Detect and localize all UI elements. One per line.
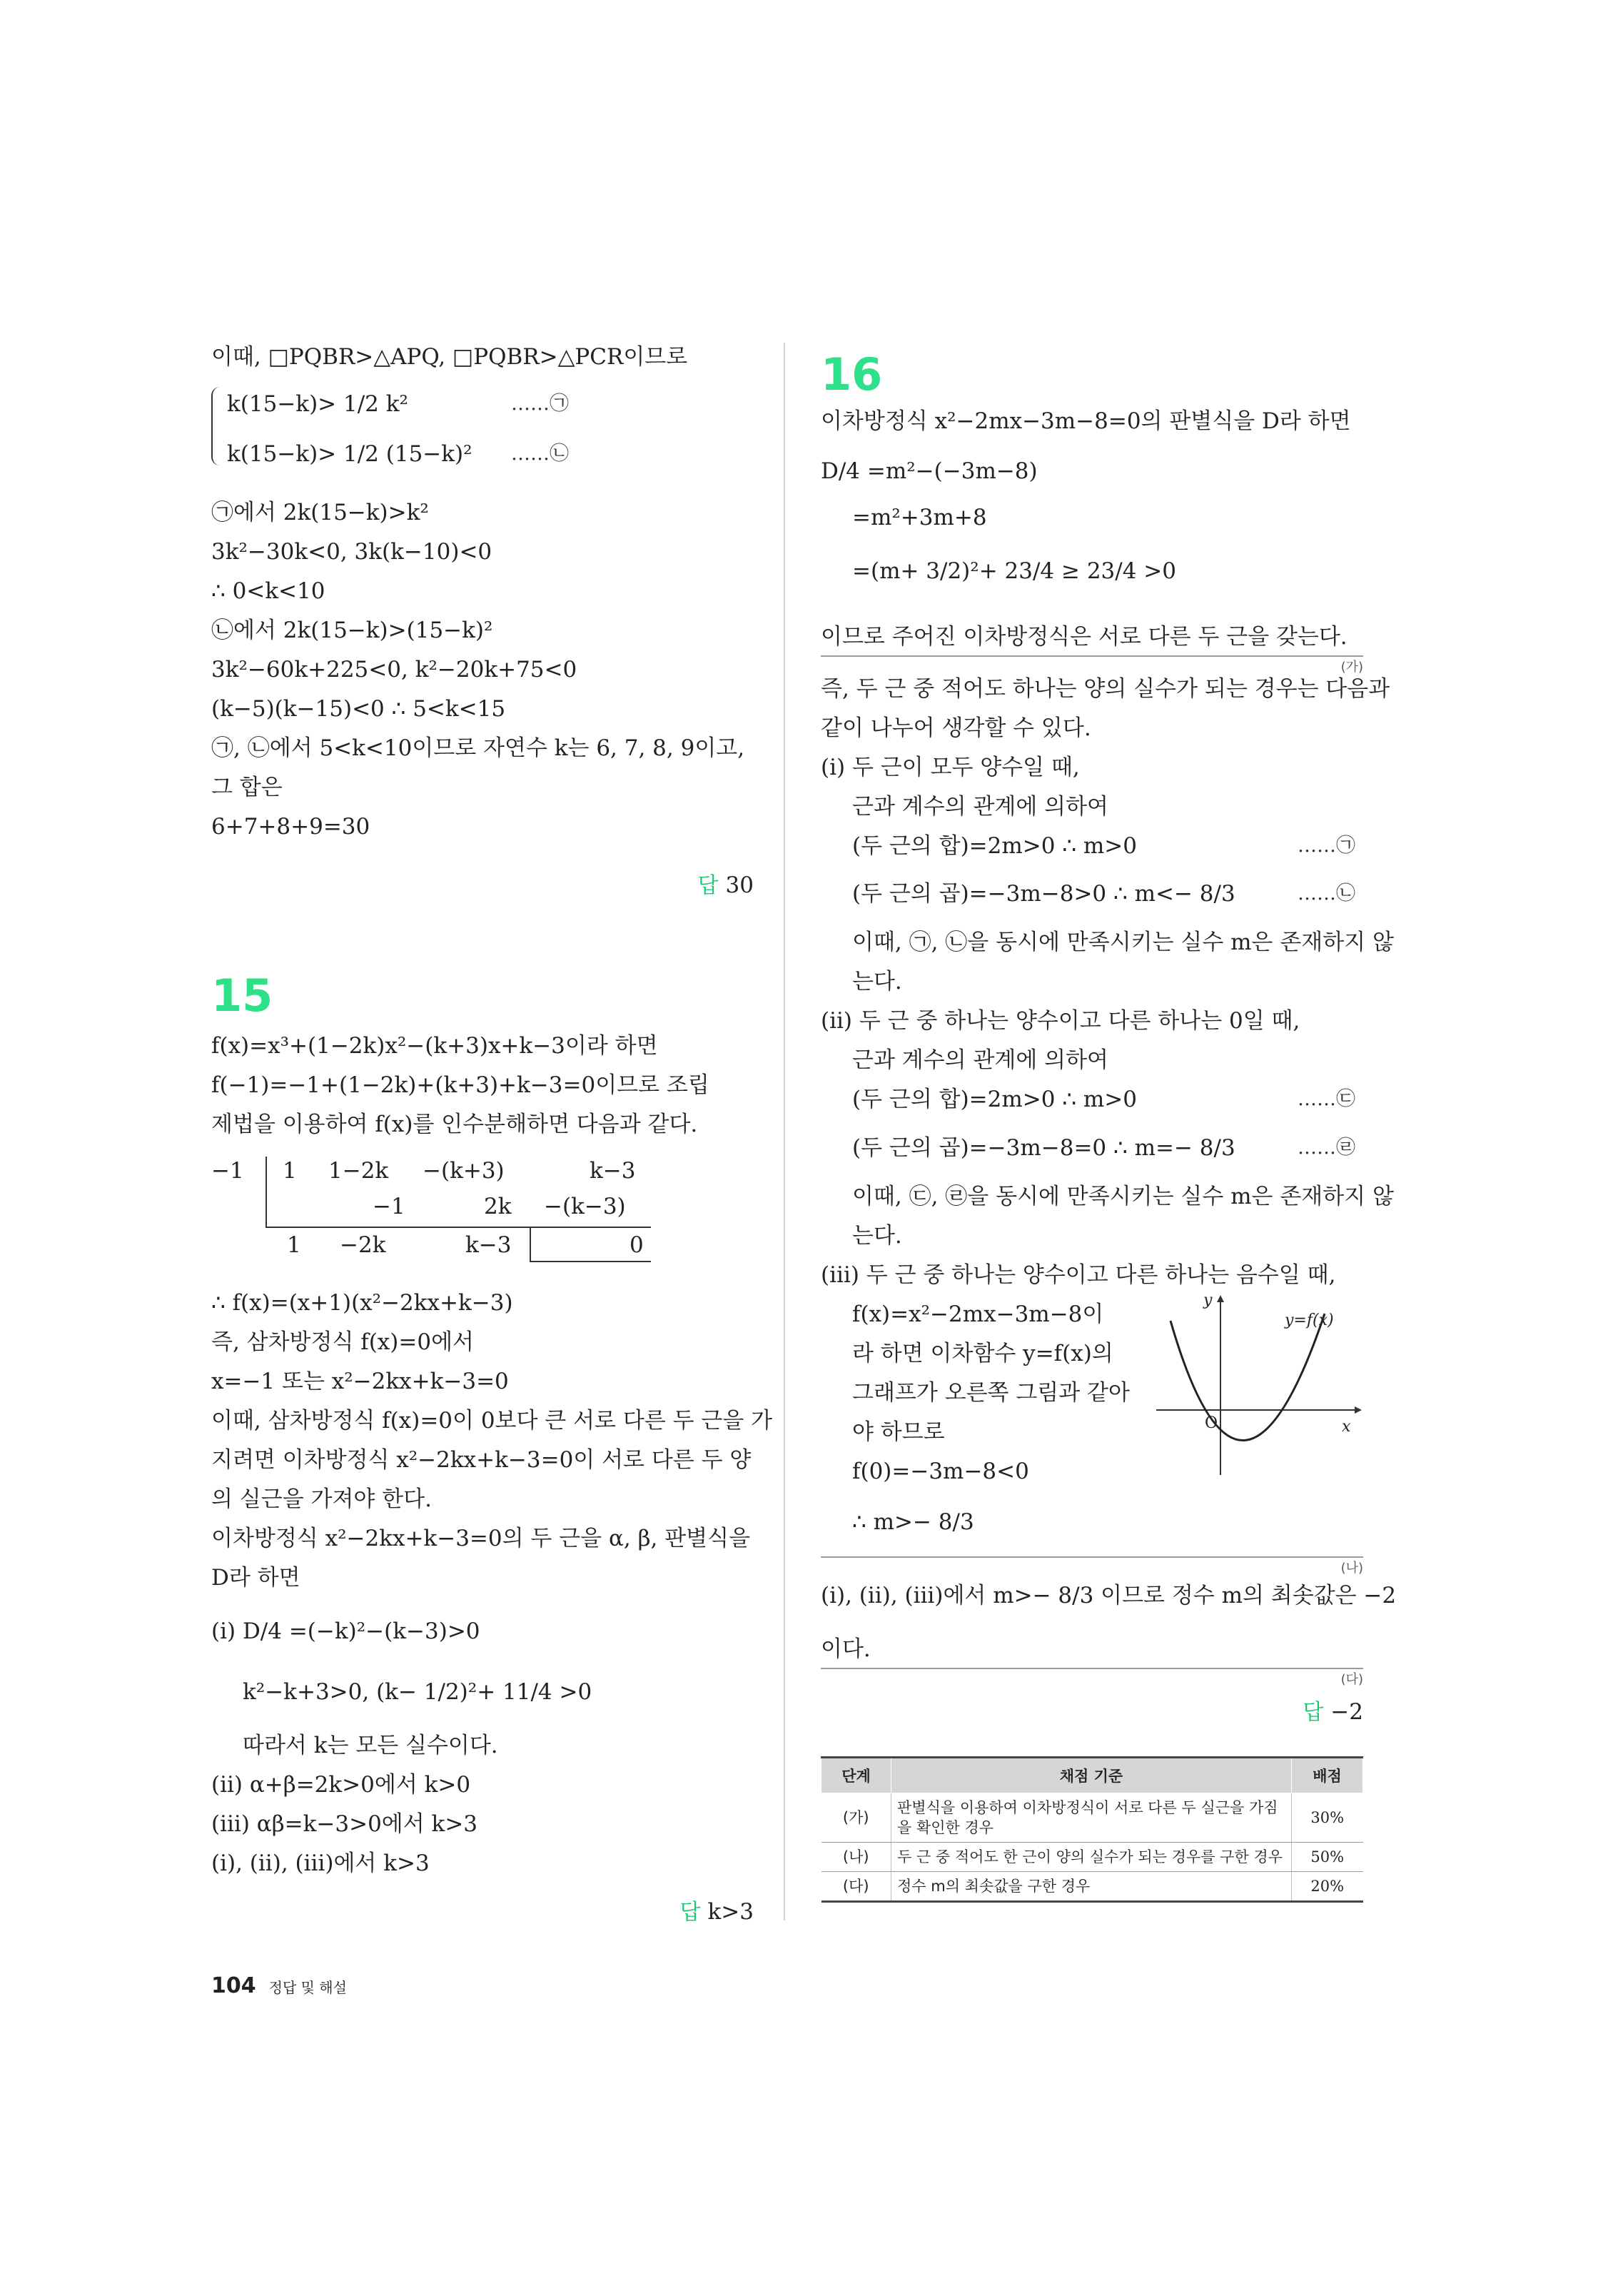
case-iii-line: f(x)=x²−2mx−3m−8이: [852, 1301, 1104, 1327]
table-header: 채점 기준: [891, 1758, 1292, 1793]
case-ii: (ⅱ) 두 근 중 하나는 양수이고 다른 하나는 0일 때,: [821, 1008, 1300, 1034]
case-ii-line: 는다.: [852, 1223, 902, 1249]
table-cell-points: 50%: [1292, 1843, 1363, 1872]
case-ii-line: (두 근의 합)=2m>0 ∴ m>0: [852, 1087, 1137, 1112]
p16-line: 이차방정식 x²−2mx−3m−8=0의 판별식을 D라 하면: [821, 408, 1351, 434]
table-header: 단계: [821, 1758, 891, 1793]
system-line-2: k(15−k)> 1/2 (15−k)²: [227, 441, 472, 467]
solution-line: (k−5)(k−15)<0 ∴ 5<k<15: [211, 696, 506, 722]
step-separator: [821, 1556, 1363, 1558]
p15-line: 즉, 삼차방정식 f(x)=0에서: [211, 1329, 474, 1355]
answer-label: 답: [1303, 1700, 1324, 1725]
synth-cell: −(k−3): [544, 1194, 626, 1219]
synth-cell: k−3: [590, 1158, 636, 1184]
table-row: [821, 1872, 1363, 1902]
table-cell-points: 20%: [1292, 1872, 1363, 1902]
table-cell-points: 30%: [1292, 1793, 1363, 1843]
p15-line: 제법을 이용하여 f(x)를 인수분해하면 다음과 같다.: [211, 1112, 698, 1137]
p16-line: 같이 나누어 생각할 수 있다.: [821, 715, 1091, 741]
problem-number-16: 16: [821, 348, 883, 401]
synth-cell: −(k+3): [423, 1158, 505, 1184]
system-brace: [211, 387, 220, 465]
system-line-1: k(15−k)> 1/2 k²: [227, 391, 408, 417]
synth-cell: −2k: [340, 1232, 386, 1258]
synth-remainder-box: [530, 1227, 531, 1262]
p15-line: 의 실근을 가져야 한다.: [211, 1486, 432, 1512]
p15-line: 이때, 삼차방정식 f(x)=0이 0보다 큰 서로 다른 두 근을 가: [211, 1408, 773, 1434]
case-i-line: 근과 계수의 관계에 의하여: [852, 794, 1108, 820]
page-number: 104: [211, 1973, 256, 1998]
table-cell-criteria: 두 근 중 적어도 한 근이 양의 실수가 되는 경우를 구한 경우: [891, 1843, 1292, 1872]
table-header: 배점: [1292, 1758, 1363, 1793]
footer-title: 정답 및 해설: [268, 1979, 347, 1996]
case-iii: (ⅲ) 두 근 중 하나는 양수이고 다른 하나는 음수일 때,: [821, 1262, 1336, 1288]
step-separator: [821, 1668, 1363, 1669]
problem-number-15: 15: [211, 970, 273, 1022]
condition-i-3: 따라서 k는 모든 실수이다.: [243, 1733, 498, 1758]
p16-line: D/4 =m²−(−3m−8): [821, 458, 1038, 484]
p15-line: f(−1)=−1+(1−2k)+(k+3)+k−3=0이므로 조립: [211, 1072, 709, 1098]
column-divider: [784, 343, 785, 1920]
synth-cell: k−3: [465, 1232, 512, 1258]
table-cell-step: (다): [821, 1872, 891, 1902]
answer-label: 답: [679, 1900, 701, 1925]
page-footer: [211, 1973, 347, 1998]
answer-value: −2: [1330, 1699, 1363, 1725]
condition-i-2: k²−k+3>0, (k− 1/2)²+ 11/4 >0: [243, 1679, 592, 1705]
grading-table: [821, 1756, 1363, 1903]
table-cell-step: (나): [821, 1843, 891, 1872]
case-iii-line: 그래프가 오른쪽 그림과 같아: [852, 1380, 1130, 1406]
mark-1: ……㉠: [511, 393, 569, 415]
answer-value: k>3: [707, 1899, 754, 1925]
mark-3: ……㉢: [1298, 1088, 1355, 1110]
p16-line: 즉, 두 근 중 적어도 하나는 양의 실수가 되는 경우는 다음과: [821, 676, 1390, 702]
synth-cell: 2k: [484, 1194, 512, 1219]
solution-line: 3k²−60k+225<0, k²−20k+75<0: [211, 657, 577, 683]
mark-2: ……㉡: [511, 443, 569, 465]
p15-line: f(x)=x³+(1−2k)x²−(k+3)x+k−3이라 하면: [211, 1033, 658, 1059]
case-iii-line: f(0)=−3m−8<0: [852, 1459, 1029, 1484]
answer-16: [1303, 1698, 1363, 1727]
p16-line: =m²+3m+8: [852, 505, 987, 530]
y-label: y: [1203, 1292, 1213, 1309]
step-separator: [821, 655, 1363, 657]
condition-i: (ⅰ) D/4 =(−k)²−(k−3)>0: [211, 1618, 480, 1644]
synth-vline: [266, 1157, 267, 1228]
synth-remainder-line: [530, 1261, 651, 1262]
condition-all: (ⅰ), (ⅱ), (ⅲ)에서 k>3: [211, 1851, 430, 1876]
solution-line: 3k²−30k<0, 3k(k−10)<0: [211, 539, 492, 565]
case-i-line: (두 근의 곱)=−3m−8>0 ∴ m<− 8/3: [852, 881, 1235, 907]
table-header-row: [821, 1758, 1363, 1793]
answer-15: [680, 1898, 754, 1927]
solution-line: 그 합은: [211, 775, 283, 800]
parabola-graph: [1156, 1292, 1363, 1478]
intro-line: 이때, □PQBR>△APQ, □PQBR>△PCR이므로: [211, 344, 688, 370]
solution-line: ㉠, ㉡에서 5<k<10이므로 자연수 k는 6, 7, 8, 9이고,: [211, 735, 745, 761]
synth-cell: 1−2k: [328, 1158, 389, 1184]
case-i-line: 이때, ㉠, ㉡을 동시에 만족시키는 실수 m은 존재하지 않: [852, 930, 1394, 955]
step-tag-da: (다): [1340, 1672, 1363, 1687]
p16-line: 이므로 주어진 이차방정식은 서로 다른 두 근을 갖는다.: [821, 624, 1348, 650]
case-ii-line: (두 근의 곱)=−3m−8=0 ∴ m=− 8/3: [852, 1135, 1235, 1161]
case-ii-line: 근과 계수의 관계에 의하여: [852, 1047, 1108, 1073]
x-label: x: [1342, 1418, 1351, 1436]
x-axis-arrow-icon: [1355, 1406, 1362, 1414]
mark-1: ……㉠: [1298, 835, 1355, 857]
synth-cell: 1: [283, 1158, 297, 1184]
table-cell-step: (가): [821, 1793, 891, 1843]
p15-line: D라 하면: [211, 1565, 300, 1591]
step-tag-na: (나): [1340, 1561, 1363, 1576]
solution-line: ㉠에서 2k(15−k)>k²: [211, 500, 429, 525]
case-i-line: 는다.: [852, 969, 902, 995]
answer-value: 30: [725, 872, 754, 898]
p15-line: 이차방정식 x²−2kx+k−3=0의 두 근을 α, β, 판별식을: [211, 1526, 751, 1551]
case-iii-line: 야 하므로: [852, 1419, 945, 1445]
case-iii-line: 라 하면 이차함수 y=f(x)의: [852, 1341, 1113, 1366]
p15-line: ∴ f(x)=(x+1)(x²−2kx+k−3): [211, 1290, 513, 1316]
answer-label: 답: [697, 873, 719, 898]
synth-cell: −1: [373, 1194, 405, 1219]
parabola-curve: [1171, 1314, 1325, 1441]
mark-4: ……㉣: [1298, 1137, 1355, 1159]
synth-cell: 0: [630, 1232, 644, 1258]
table-row: [821, 1843, 1363, 1872]
synthetic-division: [211, 1157, 654, 1264]
case-iii-line: ∴ m>− 8/3: [852, 1509, 974, 1535]
p15-line: 지려면 이차방정식 x²−2kx+k−3=0이 서로 다른 두 양: [211, 1447, 752, 1473]
solution-line: ㉡에서 2k(15−k)>(15−k)²: [211, 618, 493, 643]
synth-hline: [266, 1227, 651, 1228]
synth-cell: 1: [287, 1232, 301, 1258]
answer-14: [698, 871, 754, 900]
case-i-line: (두 근의 합)=2m>0 ∴ m>0: [852, 833, 1137, 859]
case-i: (ⅰ) 두 근이 모두 양수일 때,: [821, 755, 1080, 780]
conclusion-line: (ⅰ), (ⅱ), (ⅲ)에서 m>− 8/3 이므로 정수 m의 최솟값은 −2: [821, 1583, 1397, 1608]
table-cell-criteria: 판별식을 이용하여 이차방정식이 서로 다른 두 실근을 가짐을 확인한 경우: [891, 1793, 1292, 1843]
origin-label: O: [1205, 1414, 1218, 1432]
curve-label: y=f(x): [1285, 1311, 1334, 1329]
synth-root: −1: [211, 1158, 244, 1184]
condition-iii: (ⅲ) αβ=k−3>0에서 k>3: [211, 1811, 478, 1837]
p16-line: =(m+ 3/2)²+ 23/4 ≥ 23/4 >0: [852, 558, 1176, 584]
table-cell-criteria: 정수 m의 최솟값을 구한 경우: [891, 1872, 1292, 1902]
p15-line: x=−1 또는 x²−2kx+k−3=0: [211, 1369, 509, 1394]
mark-2: ……㉡: [1298, 882, 1355, 905]
solution-line: 6+7+8+9=30: [211, 814, 370, 840]
case-ii-line: 이때, ㉢, ㉣을 동시에 만족시키는 실수 m은 존재하지 않: [852, 1184, 1394, 1209]
table-row: [821, 1793, 1363, 1843]
conclusion-line: 이다.: [821, 1636, 871, 1662]
solution-line: ∴ 0<k<10: [211, 578, 325, 604]
condition-ii: (ⅱ) α+β=2k>0에서 k>0: [211, 1772, 471, 1798]
step-tag-ga: (가): [1340, 660, 1363, 675]
y-axis-arrow-icon: [1217, 1295, 1224, 1302]
